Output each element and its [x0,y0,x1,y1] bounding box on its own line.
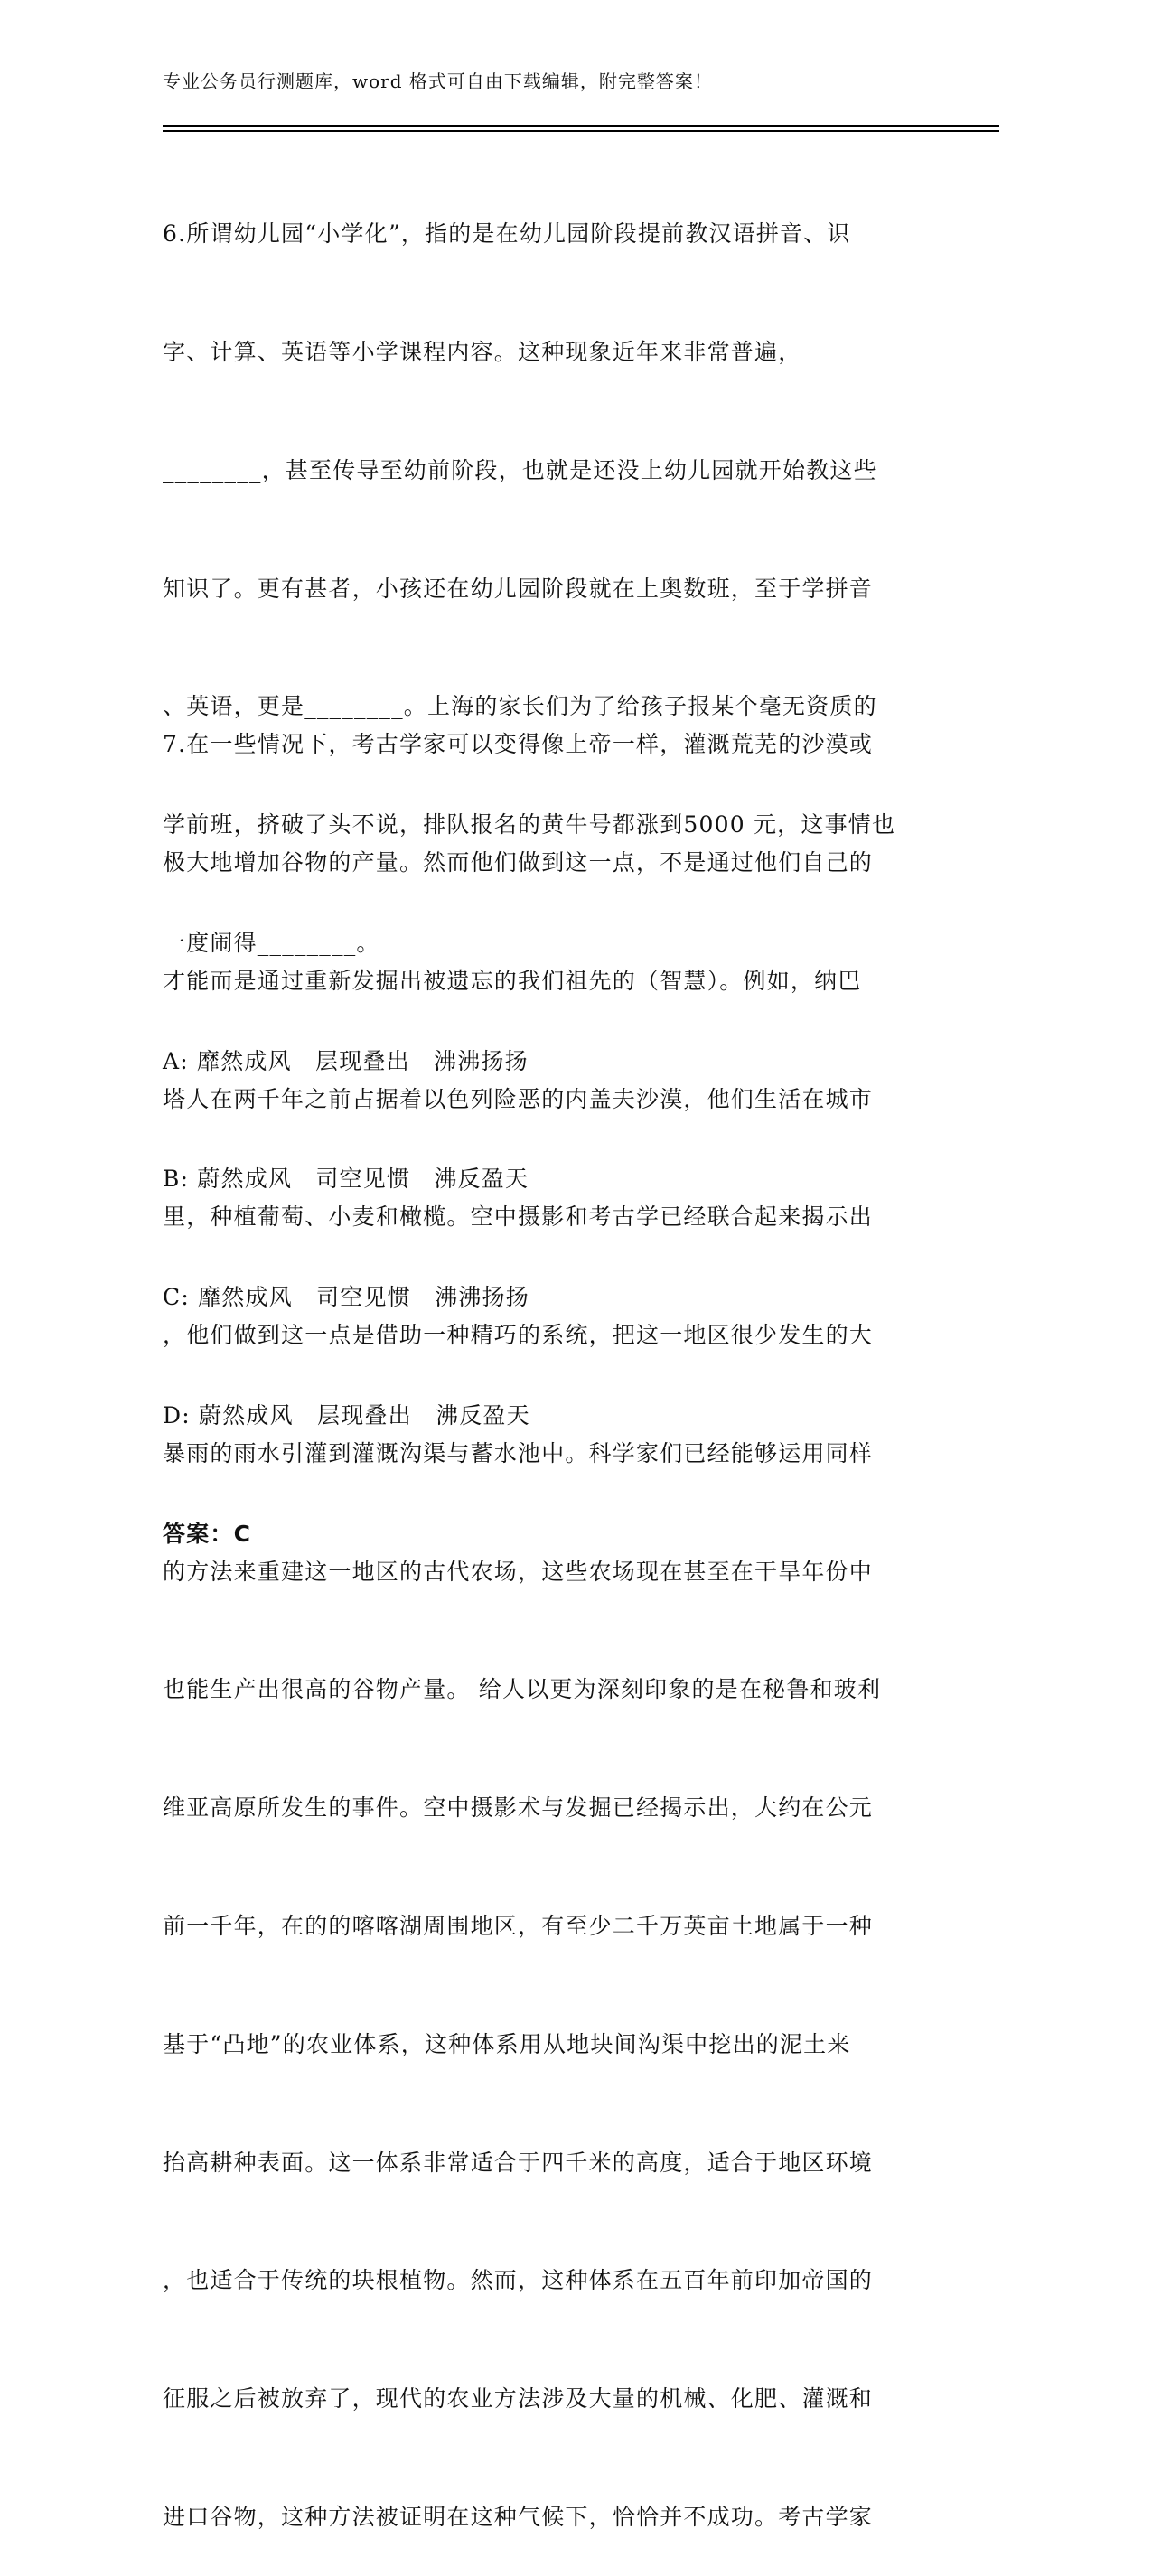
question-line: 暴雨的雨水引灌到灌溉沟渠与蓄水池中。科学家们已经能够运用同样 [163,1439,874,1466]
question-line: 进口谷物，这种方法被证明在这种气候下，恰恰并不成功。考古学家 [163,2503,874,2530]
question-line: ，他们做到这一点是借助一种精巧的系统，把这一地区很少发生的大 [163,1322,874,1349]
question-line: 学前班，挤破了头不说，排队报名的黄牛号都涨到5000 元，这事情也 [163,811,896,838]
question-line: 基于“凸地”的农业体系，这种体系用从地块间沟渠中挖出的泥土来 [163,2030,851,2057]
question-line: 字、计算、英语等小学课程内容。这种现象近年来非常普遍， [163,338,802,365]
answer: 答案：C [163,1520,252,1547]
question-line: 极大地增加谷物的产量。然而他们做到这一点，不是通过他们自己的 [163,848,874,876]
question-line: 前一千年，在的的喀喀湖周围地区，有至少二千万英亩土地属于一种 [163,1913,874,1939]
question-line: 也能生产出很高的谷物产量。 给人以更为深刻印象的是在秘鲁和玻利 [163,1676,882,1703]
question-line: ，也适合于传统的块根植物。然而，这种体系在五百年前印加帝国的 [163,2267,874,2294]
question-line: ________，甚至传导至幼前阶段，也就是还没上幼儿园就开始教这些 [163,456,877,483]
option-a: A: 靡然成风 层现叠出 沸沸扬扬 [163,1047,529,1074]
question-line: 征服之后被放弃了，现代的农业方法涉及大量的机械、化肥、灌溉和 [163,2385,874,2412]
header-divider [163,125,999,132]
question-line: 里，种植葡萄、小麦和橄榄。空中摄影和考古学已经联合起来揭示出 [163,1204,874,1231]
option-d: D: 蔚然成风 层现叠出 沸反盈天 [163,1402,530,1429]
question-line: 的方法来重建这一地区的古代农场，这些农场现在甚至在干旱年份中 [163,1558,874,1585]
question-line: 才能而是通过重新发掘出被遗忘的我们祖先的（智慧）。例如，纳巴 [163,967,862,994]
question-7 [163,646,958,2576]
question-line: 7.在一些情况下，考古学家可以变得像上帝一样，灌溉荒芜的沙漠或 [163,731,874,758]
question-line: 、英语，更是________。上海的家长们为了给孩子报某个毫无资质的 [163,693,877,720]
question-line: 6.所谓幼儿园“小学化”，指的是在幼儿园阶段提前教汉语拼音、识 [163,220,851,248]
question-line: 塔人在两千年之前占据着以色列险恶的内盖夫沙漠，他们生活在城市 [163,1085,874,1112]
question-line: 一度闹得________。 [163,929,380,956]
question-line: 抬高耕种表面。这一体系非常适合于四千米的高度，适合于地区环境 [163,2149,874,2176]
question-line: 维亚高原所发生的事件。空中摄影术与发掘已经揭示出，大约在公元 [163,1794,874,1822]
option-c: C: 靡然成风 司空见惯 沸沸扬扬 [163,1284,529,1311]
question-line: 知识了。更有甚者，小孩还在幼儿园阶段就在上奥数班，至于学拼音 [163,575,874,602]
option-b: B: 蔚然成风 司空见惯 沸反盈天 [163,1166,529,1193]
page-header: 专业公务员行测题库，word 格式可自由下载编辑，附完整答案！ [163,70,713,92]
